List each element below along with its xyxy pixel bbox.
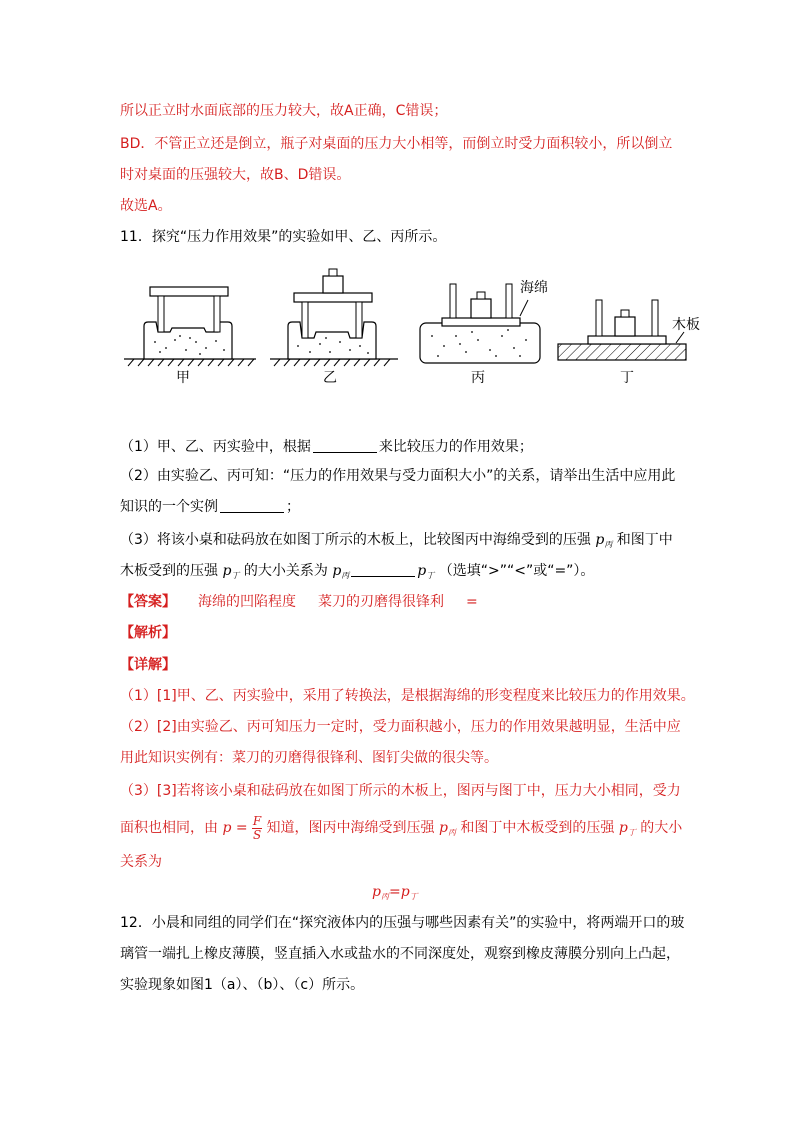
answer-blank-2[interactable]: [220, 498, 284, 513]
question-12-line-b: 璃管一端扎上橡皮薄膜，竖直插入水或盐水的不同深度处，观察到橡皮薄膜分别向上凸起，: [120, 946, 680, 962]
result-equation: $p_丙=p_丁$: [372, 884, 418, 901]
detail-3c: 关系为: [120, 854, 162, 870]
answer-blank-3[interactable]: [351, 562, 415, 577]
detail-1: （1）[1]甲、乙、丙实验中，采用了转换法，是根据海绵的形变程度来比较压力的作用效果。: [120, 688, 695, 704]
label-ding: 丁: [620, 370, 634, 386]
question-2-line-a: （2）由实验乙、丙可知：“压力的作用效果与受力面积大小”的关系，请举出生活中应用此: [120, 468, 676, 484]
question-1: （1）甲、乙、丙实验中，根据 来比较压力的作用效果；: [120, 439, 533, 455]
figure-ding: [558, 300, 700, 386]
question-3-line-a: （3）将该小桌和砝码放在如图丁所示的木板上，比较图丙中海绵受到的压强 $p_丙$ 和图丁中: [120, 532, 673, 549]
text-line-1: 所以正立时水面底部的压力较大，故A正确，C错误；: [120, 103, 448, 119]
figure-bing: [420, 280, 548, 386]
detail-label: 【详解】: [120, 657, 176, 673]
text-line-3: 时对桌面的压强较大，故B、D错误。: [120, 167, 351, 183]
figure-jia: [124, 287, 256, 386]
question-12-line-a: 12．小晨和同组的同学们在“探究液体内的压强与哪些因素有关”的实验中，将两端开口的玻: [120, 915, 685, 931]
answer-blank-1[interactable]: [313, 438, 377, 453]
detail-3b: 面积也相同，由 p = $\frac{F}{S}$ 知道，图丙中海绵受到压强 $p_丙$ 和图丁中木板受到的压强 $p_丁$ 的大小: [120, 813, 683, 842]
question-3-line-b: 木板受到的压强 $p_丁$ 的大小关系为 $p_丙$ $p_丁$ （选填“>”“<”或“=”）。: [120, 563, 595, 580]
experiment-figure: [0, 262, 793, 402]
label-sponge: 海绵: [520, 280, 548, 296]
detail-2a: （2）[2]由实验乙、丙可知压力一定时，受力面积越小，压力的作用效果越明显，生活中应: [120, 719, 681, 735]
label-jia: 甲: [176, 370, 190, 386]
label-board: 木板: [672, 317, 700, 333]
question-2-line-b: 知识的一个实例 ；: [120, 499, 300, 515]
text-line-2: BD．不管正立还是倒立，瓶子对桌面的压力大小相等，而倒立时受力面积较小，所以倒立: [120, 136, 673, 152]
pressure-formula: $\frac{F}{S}$: [252, 813, 262, 842]
label-bing: 丙: [471, 370, 485, 386]
answer-line: 【答案】 海绵的凹陷程度 菜刀的刃磨得很锋利 =: [120, 594, 478, 610]
question-12-line-c: 实验现象如图1（a）、（b）、（c）所示。: [120, 977, 365, 993]
text-line-4: 故选A。: [120, 198, 172, 214]
detail-3a: （3）[3]若将该小桌和砝码放在如图丁所示的木板上，图丙与图丁中，压力大小相同，受力: [120, 783, 681, 799]
analysis-label: 【解析】: [120, 625, 176, 641]
label-yi: 乙: [323, 370, 337, 386]
detail-2b: 用此知识实例有：菜刀的刃磨得很锋利、图钉尖做的很尖等。: [120, 750, 498, 766]
question-11-title: 11．探究“压力作用效果”的实验如甲、乙、丙所示。: [120, 229, 447, 245]
figure-yi: [270, 269, 398, 386]
